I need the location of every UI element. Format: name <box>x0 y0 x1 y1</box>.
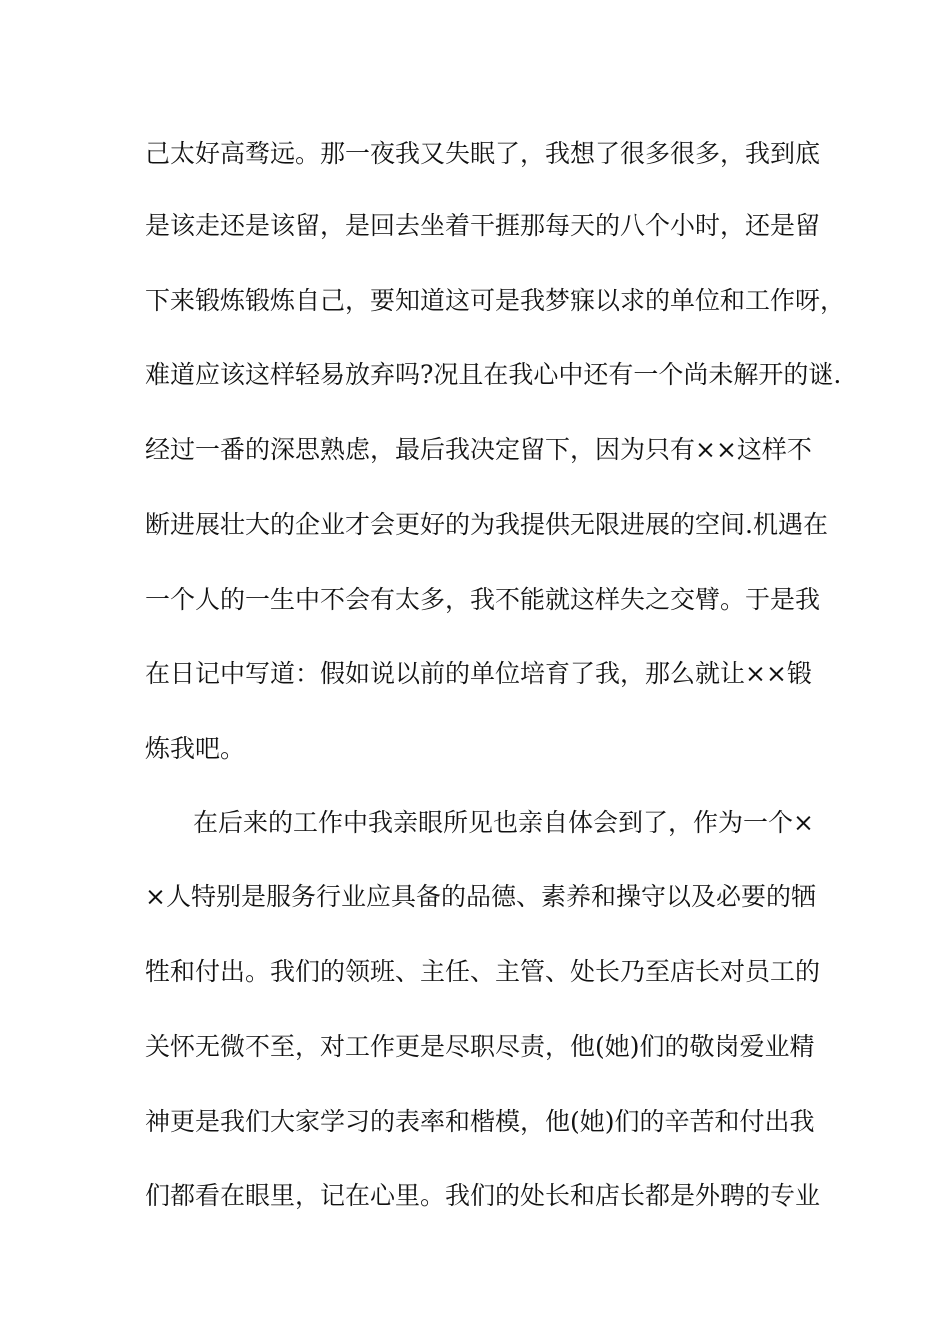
paragraph-first-line: 在后来的工作中我亲眼所见也亲自体会到了，作为一个× <box>193 808 814 837</box>
text-line: 一个人的一生中不会有太多，我不能就这样失之交臂。于是我 <box>145 585 821 614</box>
text-line: 们都看在眼里，记在心里。我们的处长和店长都是外聘的专业 <box>145 1181 821 1210</box>
text-line: 难道应该这样轻易放弃吗?况且在我心中还有一个尚未解开的谜. <box>145 360 842 389</box>
text-line: 在日记中写道：假如说以前的单位培育了我，那么就让××锻 <box>145 659 812 688</box>
text-line: ×人特别是服务行业应具备的品德、素养和操守以及必要的牺 <box>145 882 816 911</box>
text-line: 炼我吧。 <box>145 734 246 763</box>
text-line: 断进展壮大的企业才会更好的为我提供无限进展的空间.机遇在 <box>145 510 828 539</box>
text-line: 关怀无微不至，对工作更是尽职尽责，他(她)们的敬岗爱业精 <box>145 1032 815 1061</box>
text-line: 己太好高骛远。那一夜我又失眠了，我想了很多很多，我到底 <box>145 139 821 168</box>
text-line: 神更是我们大家学习的表率和楷模，他(她)们的辛苦和付出我 <box>145 1107 815 1136</box>
text-line: 牲和付出。我们的领班、主任、主管、处长乃至店长对员工的 <box>145 957 821 986</box>
text-line: 下来锻炼锻炼自己，要知道这可是我梦寐以求的单位和工作呀， <box>145 286 846 315</box>
text-line: 是该走还是该留，是回去坐着干捱那每天的八个小时，还是留 <box>145 211 821 240</box>
text-line: 经过一番的深思熟虑，最后我决定留下，因为只有××这样不 <box>145 435 812 464</box>
